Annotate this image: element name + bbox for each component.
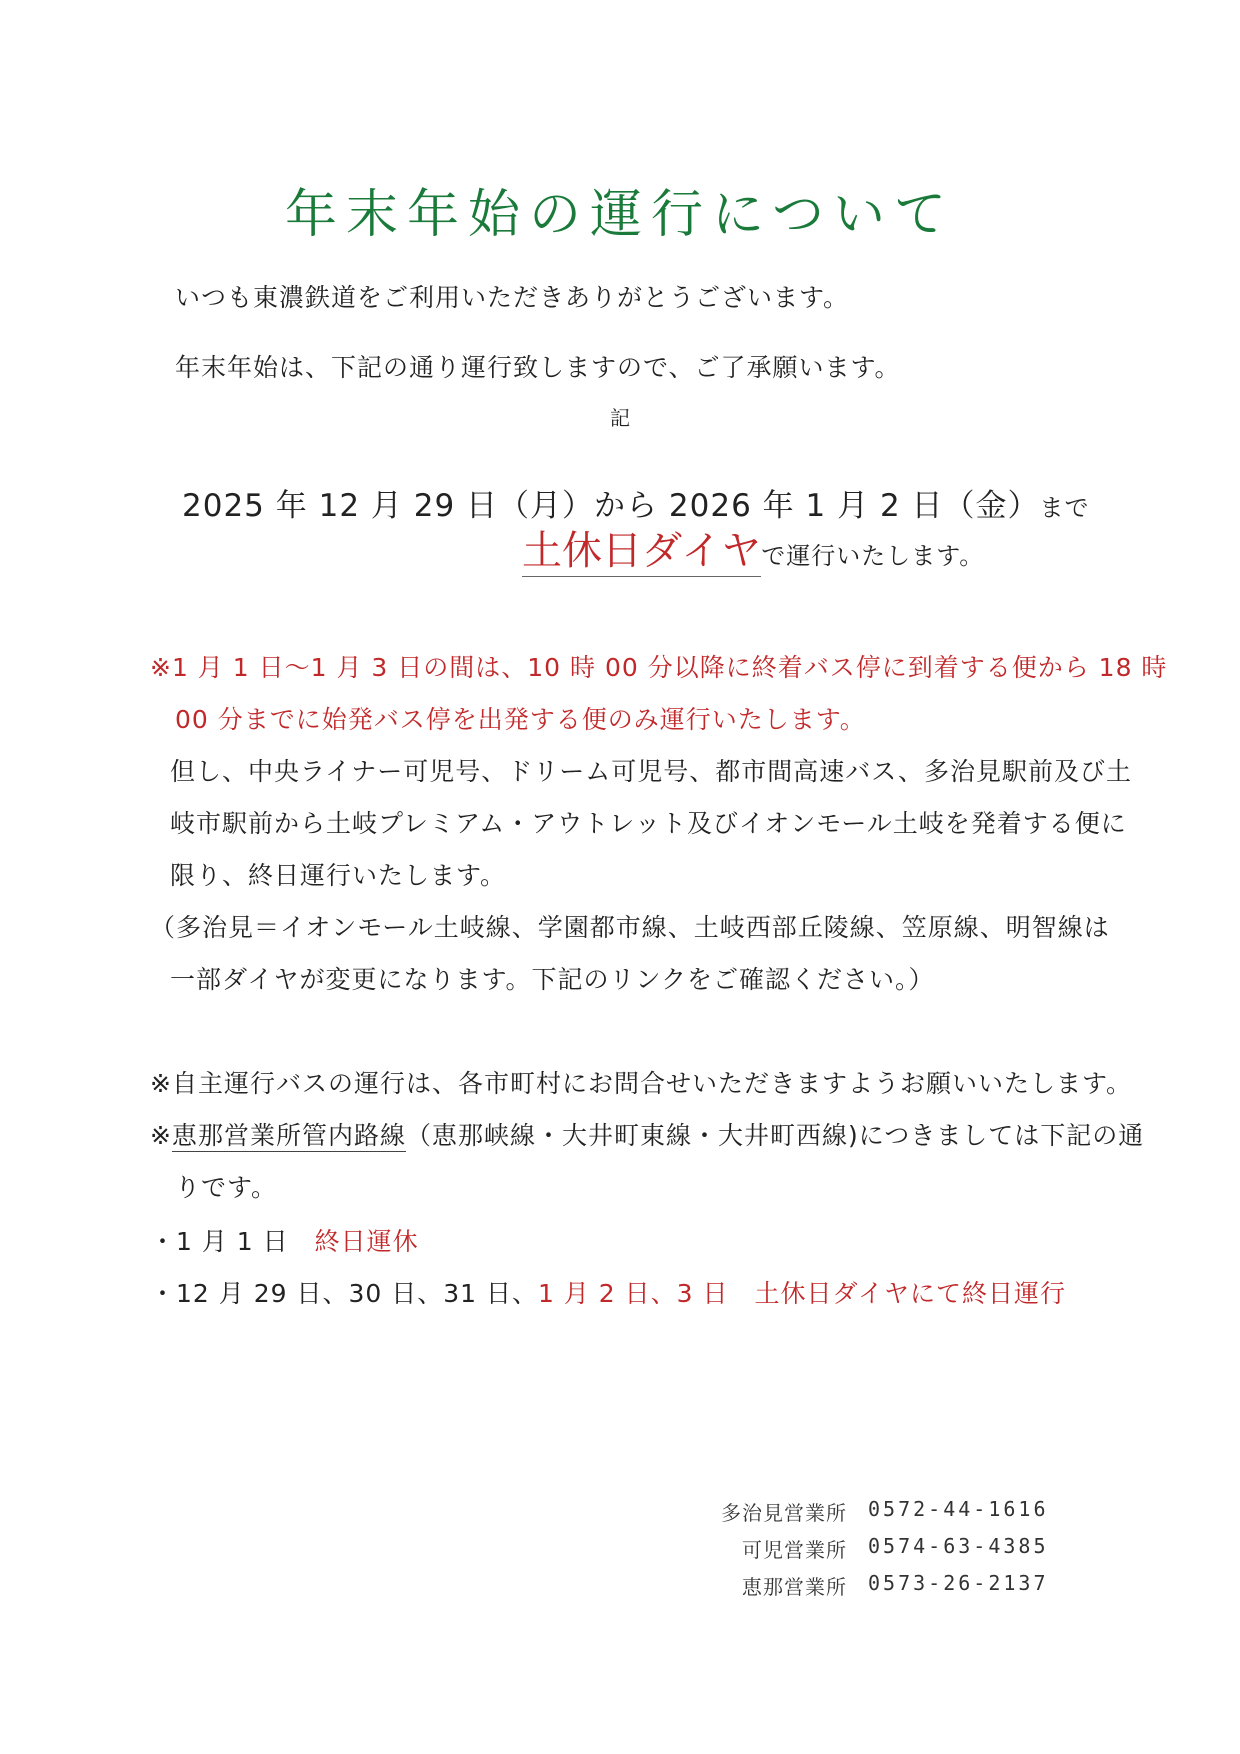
note3-rest: （恵那峡線・大井町東線・大井町西線)につきましては下記の通 xyxy=(405,1121,1145,1150)
until-text: まで xyxy=(1039,494,1090,522)
note1-line2: 00 分までに始発バス停を出発する便のみ運行いたします。 xyxy=(175,705,866,734)
date-range-text: 2025 年 12 月 29 日（月）から 2026 年 1 月 2 日（金） xyxy=(182,488,1040,524)
greeting-text: いつも東濃鉄道をご利用いただきありがとうございます。 xyxy=(175,283,850,312)
note3-line2: りです。 xyxy=(175,1173,278,1202)
note1-line7: 一部ダイヤが変更になります。下記のリンクをご確認ください。） xyxy=(170,965,935,994)
note1-line3: 但し、中央ライナー可児号、ドリーム可児号、都市間高速バス、多治見駅前及び土 xyxy=(170,757,1133,786)
office-phone: 0573-26-2137 xyxy=(868,1571,1049,1595)
note1-line1: ※1 月 1 日～1 月 3 日の間は、10 時 00 分以降に終着バス停に到着する便から 18 時 xyxy=(150,653,1168,682)
office-row xyxy=(0,1497,1240,1527)
note1-line4: 岐市駅前から土岐プレミアム・アウトレット及びイオンモール土岐を発着する便に xyxy=(170,809,1127,838)
ena-routes-link[interactable]: 恵那営業所管内路線 xyxy=(171,1121,406,1150)
note3-prefix: ※ xyxy=(150,1121,172,1150)
note2-text: ※自主運行バスの運行は、各市町村にお問合せいただきますようお願いいたします。 xyxy=(150,1069,1132,1098)
page-title: 年末年始の運行について xyxy=(285,185,955,245)
note3-line1 xyxy=(150,1116,1144,1152)
intro-text: 年末年始は、下記の通り運行致しますので、ご了承願います。 xyxy=(175,353,901,382)
office-phone: 0574-63-4385 xyxy=(868,1534,1049,1558)
bullet-jan1-prefix: ・1 月 1 日 xyxy=(150,1227,315,1256)
office-name: 多治見営業所 xyxy=(721,1501,847,1525)
office-row xyxy=(0,1571,1240,1601)
diagram-suffix: で運行いたします。 xyxy=(761,542,985,570)
bullet-holiday-dates xyxy=(150,1274,1066,1310)
note1-line5: 限り、終日運行いたします。 xyxy=(170,861,507,890)
bullet-jan1-status: 終日運休 xyxy=(314,1227,419,1256)
office-phone: 0572-44-1616 xyxy=(868,1497,1049,1521)
diagram-highlight: 土休日ダイヤ xyxy=(522,528,761,577)
schedule-date-range xyxy=(182,480,1090,525)
office-name: 可児営業所 xyxy=(742,1538,847,1562)
office-row xyxy=(0,1534,1240,1564)
bullet-jan1 xyxy=(150,1222,419,1258)
note1-line6: （多治見＝イオンモール土岐線、学園都市線、土岐西部丘陵線、笠原線、明智線は xyxy=(150,913,1110,942)
bullet-holiday-status: 1 月 2 日、3 日 土休日ダイヤにて終日運行 xyxy=(537,1279,1066,1308)
schedule-diagram-line xyxy=(522,528,984,577)
record-mark: 記 xyxy=(610,406,630,430)
office-name: 恵那営業所 xyxy=(742,1575,847,1599)
bullet-holiday-prefix: ・12 月 29 日、30 日、31 日、 xyxy=(150,1279,538,1308)
